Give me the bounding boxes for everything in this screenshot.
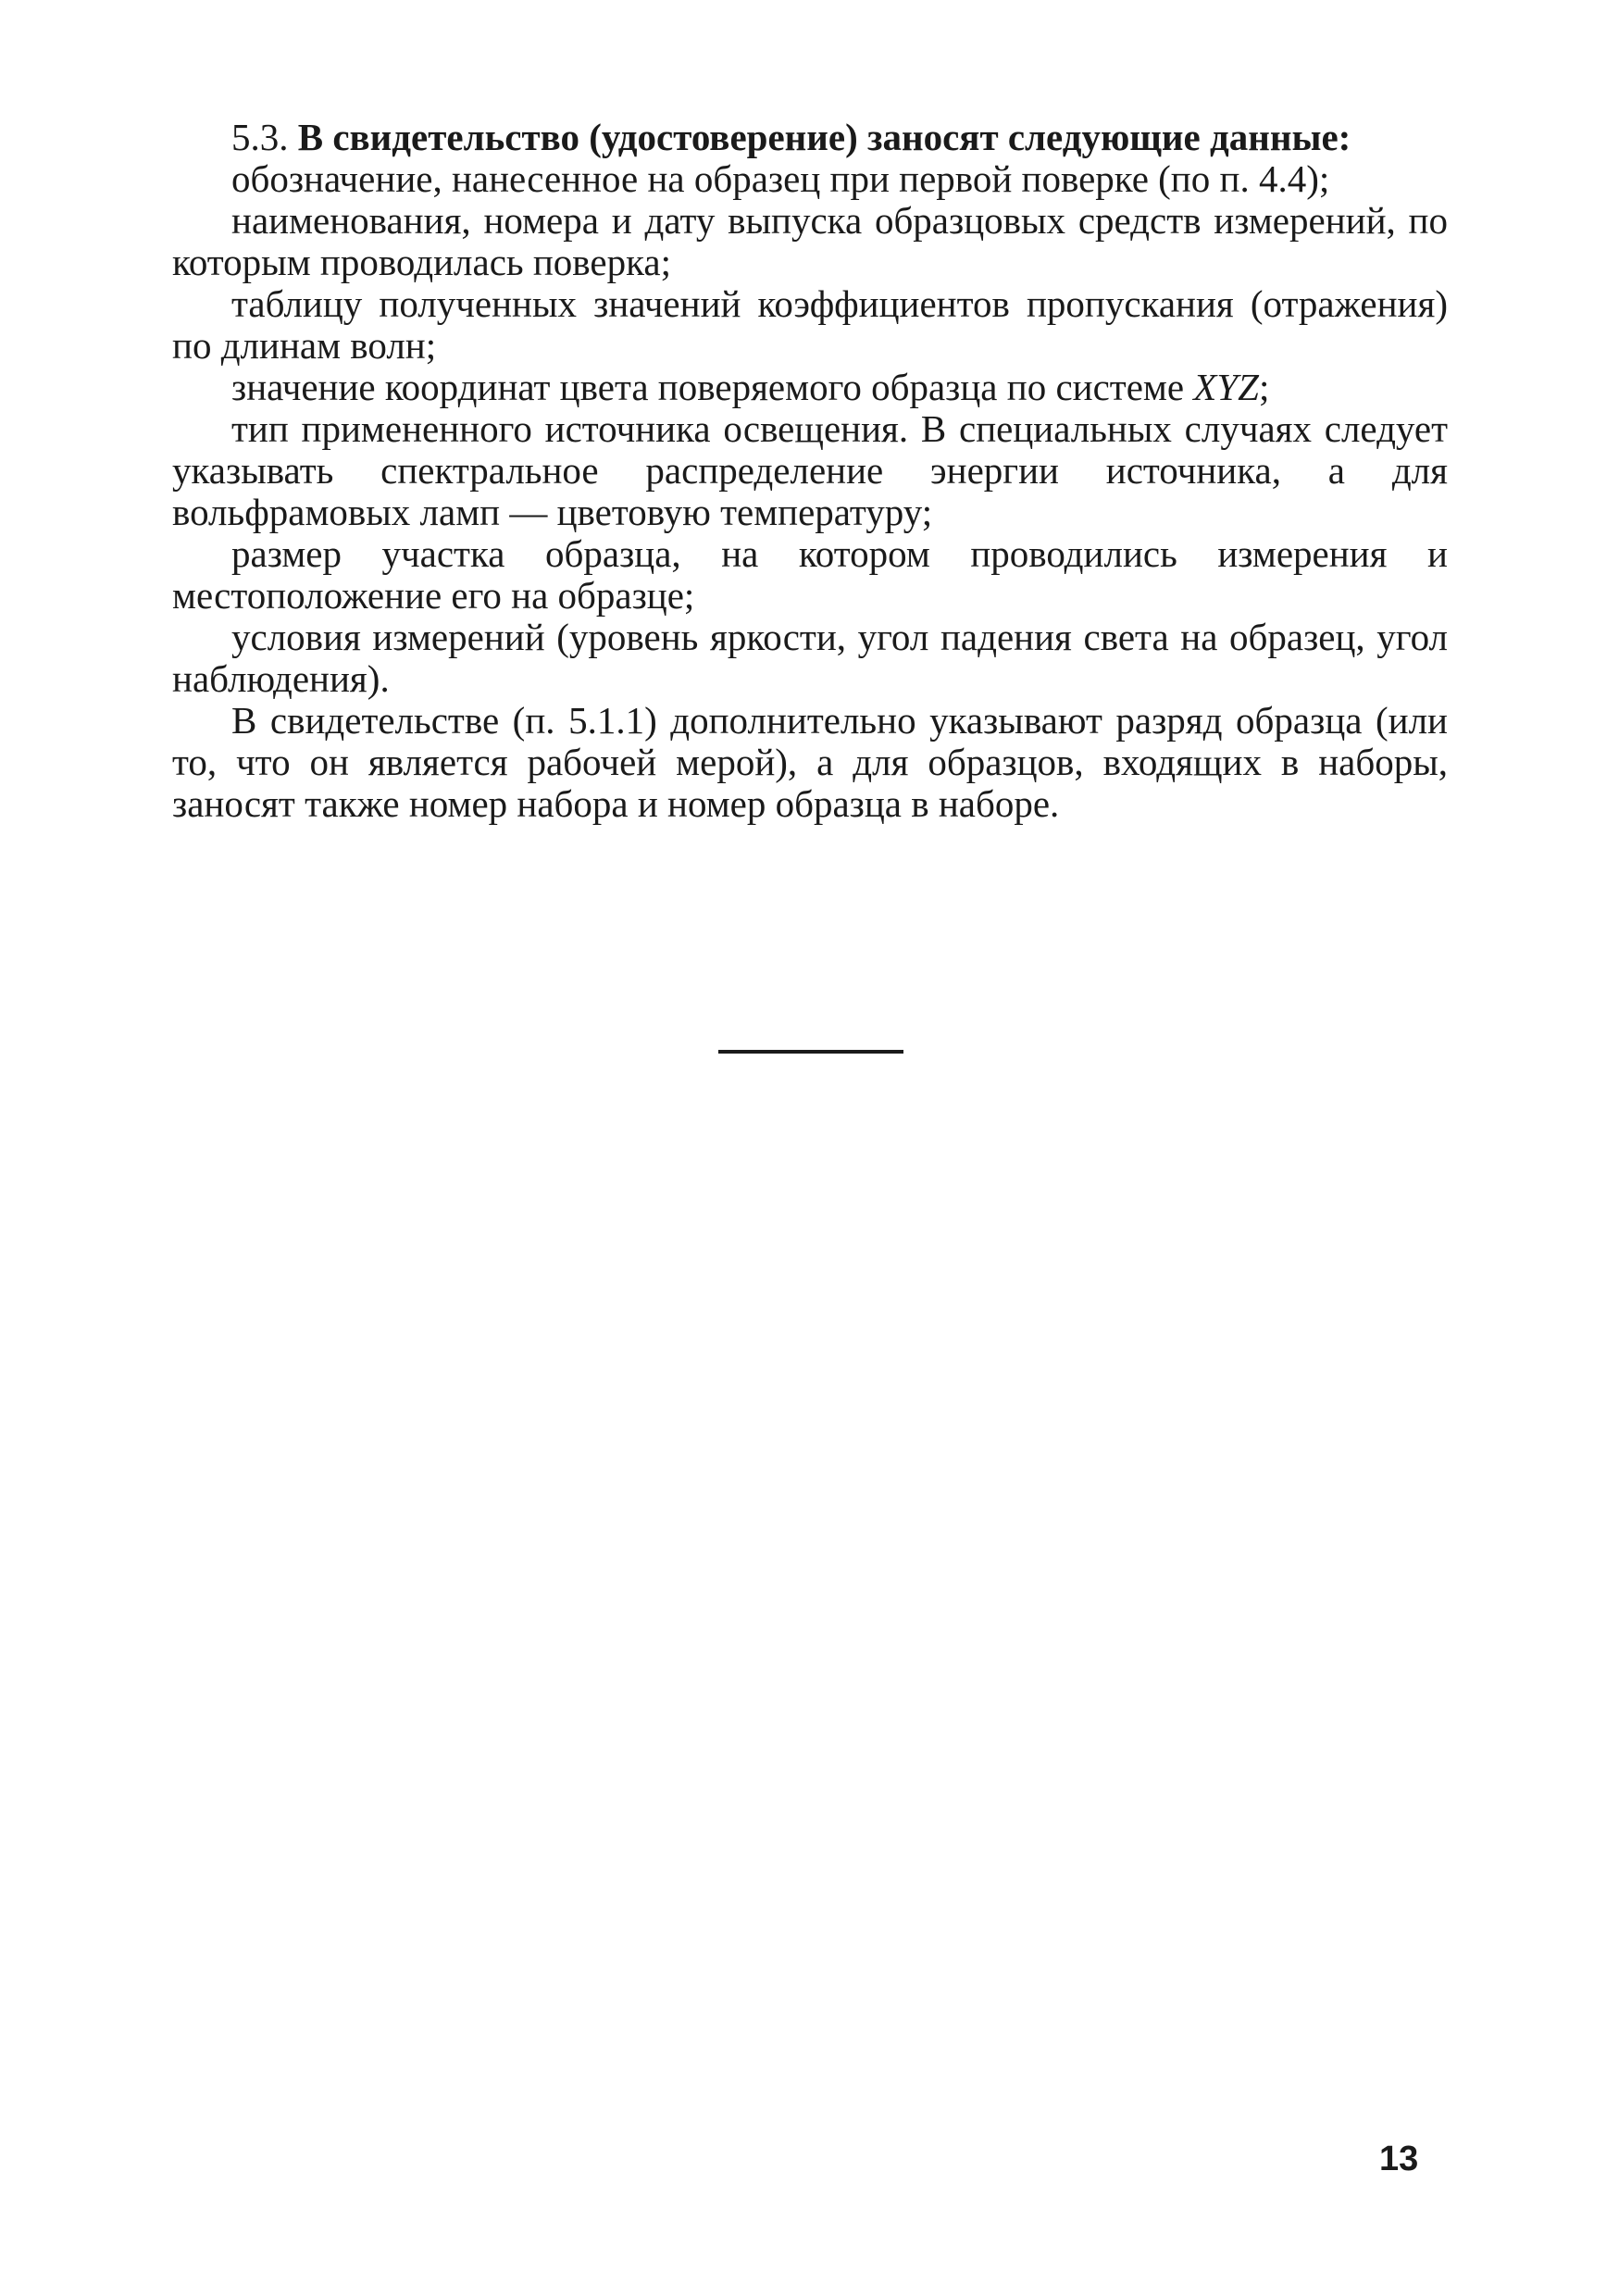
color-coordinates-text: значение координат цвета поверяемого образца по системе [231,366,1194,408]
list-item-measured-area: размер участка образца, на котором проводились измерения и местоположение его на образце; [172,532,1448,617]
list-item-color-coordinates [172,367,1448,408]
section-heading-paragraph [172,117,1448,158]
list-item-transmission-table: таблицу полученных значений коэффициентов пропускания (отражения) по длинам волн; [172,282,1448,367]
list-item-reference-instruments: наименования, номера и дату выпуска образцовых средств измерений, по которым проводилась поверка; [172,199,1448,283]
closing-paragraph: В свидетельстве (п. 5.1.1) дополнительно указывают разряд образца (или то, что он является рабочей мерой), а для образцов, входящих в наборы, заносят также номер набора и номер образца в наборе. [172,699,1448,825]
list-item-designation: обозначение, нанесенное на образец при первой поверке (по п. 4.4); [231,157,1330,200]
color-coordinates-end: ; [1258,366,1270,408]
section-5-3-body [172,117,1448,825]
page-number: 13 [1379,2140,1419,2178]
section-number: 5.3. [231,116,289,158]
color-system-name: XYZ [1193,366,1259,408]
section-heading: В свидетельство (удостоверение) заносят следующие данные: [297,116,1351,158]
list-item-measurement-conditions: условия измерений (уровень яркости, угол падения света на образец, угол наблюдения). [172,616,1448,700]
list-item-light-source: тип примененного источника освещения. В специальных случаях следует указывать спектральное распределение энергии источника, а для вольфрамовых ламп — цветовую температуру; [172,407,1448,533]
section-divider [718,1050,903,1054]
